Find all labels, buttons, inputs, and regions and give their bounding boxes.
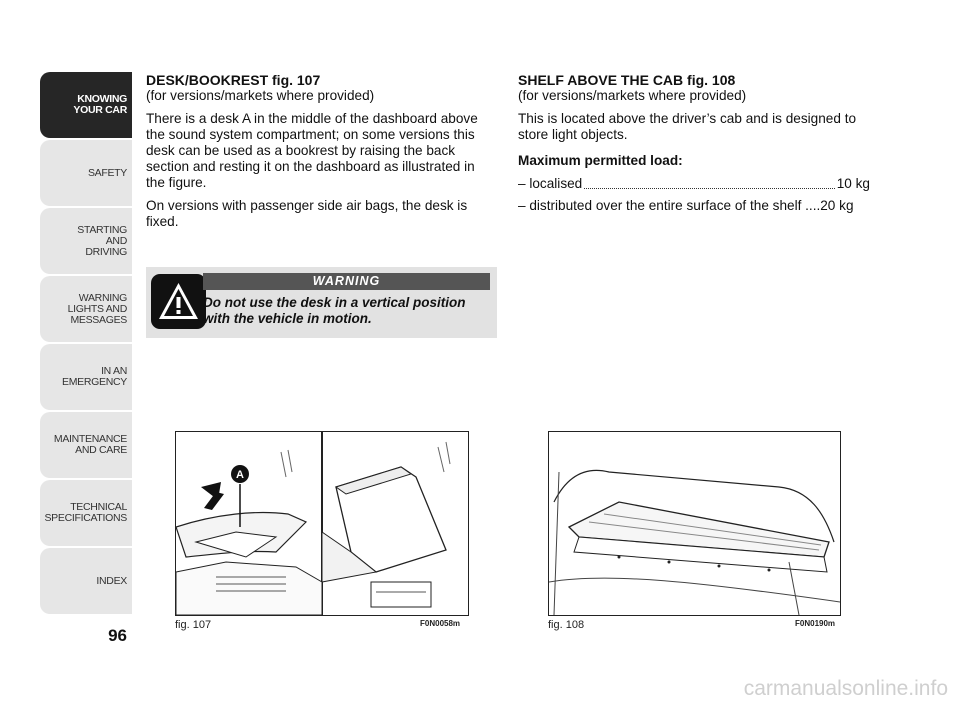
tab-label: SAFETY	[87, 166, 127, 179]
load-value: 10 kg	[836, 176, 870, 191]
tab-maintenance[interactable]	[40, 412, 132, 478]
tab-label: KNOWING YOUR CAR	[73, 93, 127, 116]
figure-108-caption: fig. 108	[548, 619, 585, 631]
desk-illustration	[176, 432, 468, 615]
shelf-heading: SHELF ABOVE THE CAB fig. 108	[518, 72, 736, 88]
load-label: – distributed over the entire surface of the shelf ....	[518, 198, 821, 213]
tab-label: MAINTENANCE AND CARE	[53, 433, 127, 456]
tab-label: IN AN EMERGENCY	[62, 365, 127, 388]
watermark: carmanualsonline.info	[743, 677, 948, 700]
warning-box	[146, 267, 497, 338]
tab-label: TECHNICAL SPECIFICATIONS	[44, 501, 127, 524]
desk-paragraph-airbag: On versions with passenger side air bags, the desk is fixed.	[146, 198, 468, 229]
tab-emergency[interactable]	[40, 344, 132, 410]
leader-dots	[584, 188, 835, 189]
tab-knowing-your-car[interactable]	[40, 72, 132, 138]
desk-heading: DESK/BOOKREST fig. 107	[146, 72, 321, 88]
tab-label: INDEX	[96, 574, 127, 587]
warning-triangle-icon	[151, 274, 206, 329]
tab-label: STARTING AND DRIVING	[77, 223, 127, 258]
desk-paragraph: There is a desk A in the middle of the dashboard above the sound system compartment; on some versions this desk can be used as a bookrest by raising the back section and resting it on the dashboard as illustrated in the figure.	[146, 111, 478, 190]
load-row-distributed	[518, 198, 870, 214]
load-row-localised	[518, 176, 870, 192]
figure-108	[548, 431, 841, 616]
tab-safety[interactable]	[40, 140, 132, 206]
figure-108-code: F0N0190m	[795, 619, 836, 628]
tab-warning-lights[interactable]	[40, 276, 132, 342]
shelf-paragraph: This is located above the driver’s cab and is designed to store light objects.	[518, 111, 857, 142]
load-label: – localised	[518, 176, 583, 191]
marker-a: A	[236, 469, 244, 481]
left-column	[146, 72, 496, 237]
tab-index[interactable]	[40, 548, 132, 614]
figure-107	[175, 431, 469, 616]
shelf-subheading: (for versions/markets where provided)	[518, 88, 747, 103]
page-number: 96	[108, 626, 127, 645]
tab-starting-and-driving[interactable]	[40, 208, 132, 274]
load-value: 20 kg	[820, 198, 854, 213]
desk-subheading: (for versions/markets where provided)	[146, 88, 375, 103]
tab-technical-specifications[interactable]	[40, 480, 132, 546]
figure-107-caption: fig. 107	[175, 619, 212, 631]
warning-text: Do not use the desk in a vertical position with the vehicle in motion.	[203, 295, 466, 326]
warning-title: WARNING	[203, 273, 490, 290]
tab-label: WARNING LIGHTS AND MESSAGES	[67, 291, 127, 326]
load-title: Maximum permitted load:	[518, 153, 683, 168]
shelf-illustration	[549, 432, 840, 615]
right-column	[518, 72, 870, 220]
figure-107-code: F0N0058m	[420, 619, 461, 628]
